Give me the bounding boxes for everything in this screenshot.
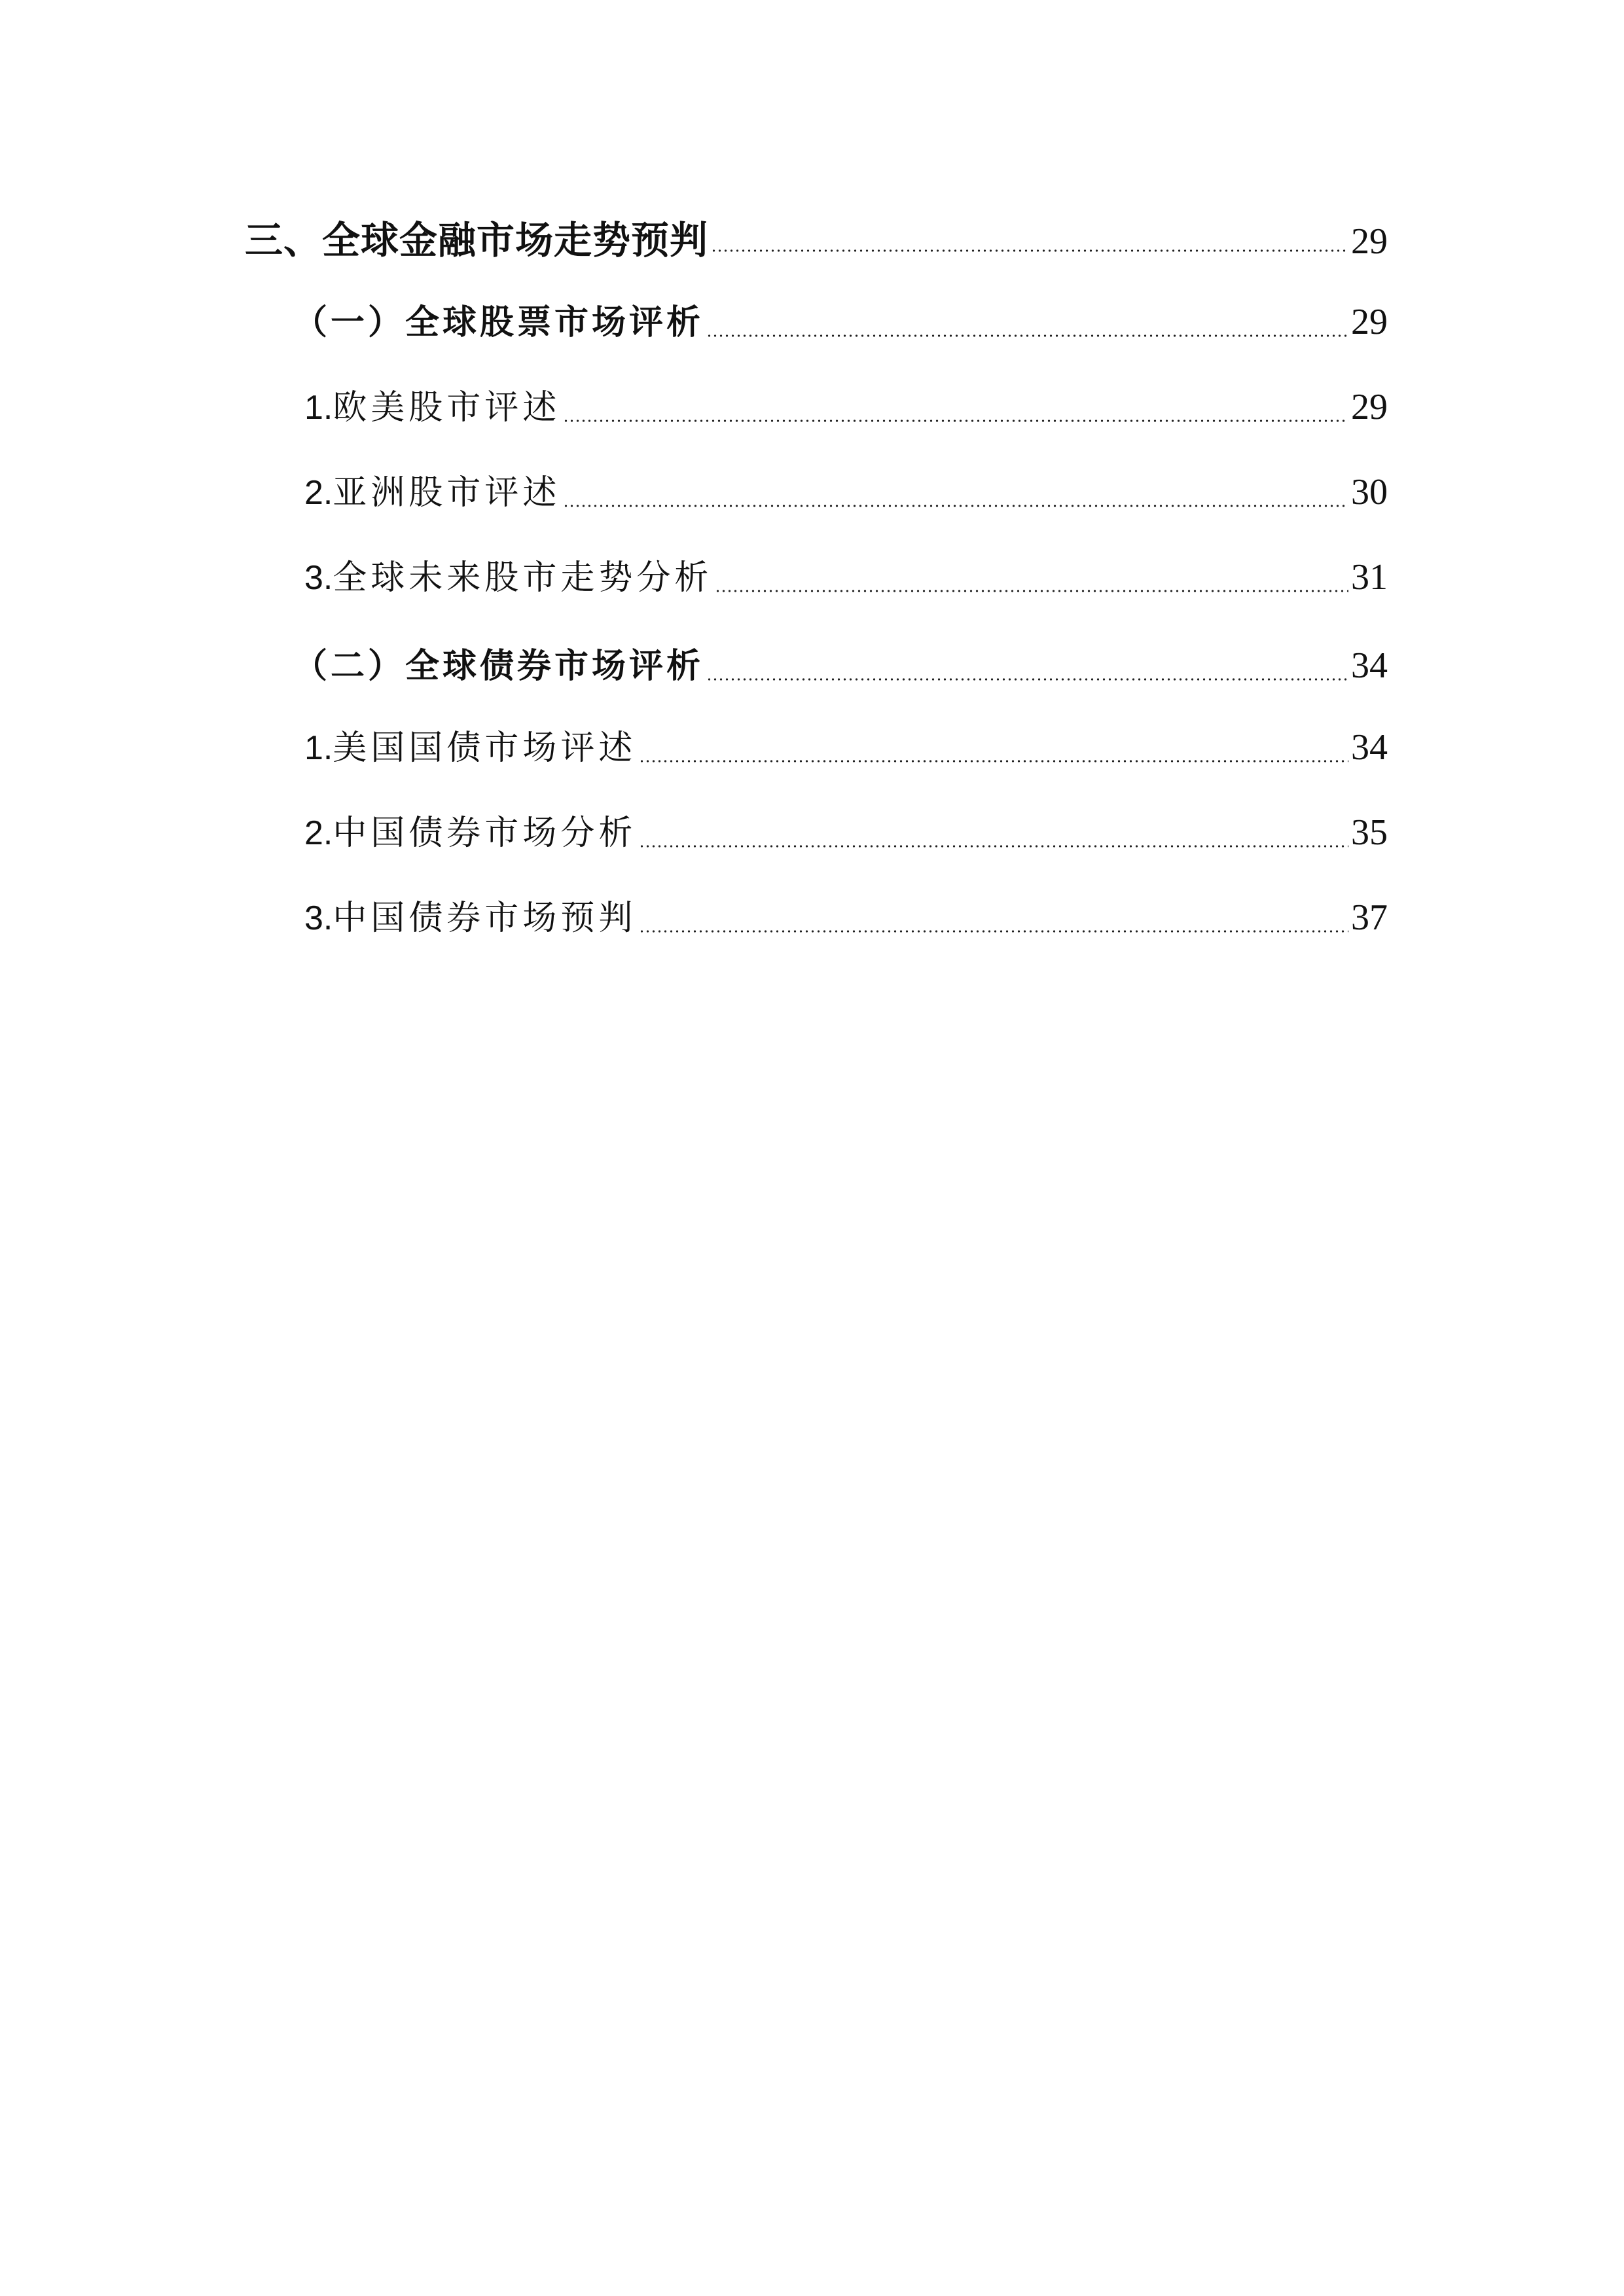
toc-entry-label: （一）全球股票市场评析 (293, 302, 704, 342)
toc-page-number: 29 (1351, 221, 1388, 262)
toc-item-number: 1. (304, 389, 333, 427)
toc-entry-item[interactable] (304, 550, 1388, 602)
toc-entry-label (304, 720, 636, 769)
dot-leader (639, 929, 1348, 933)
toc-entry-item[interactable] (304, 465, 1388, 517)
toc-item-number: 2. (304, 814, 333, 852)
toc-entry-item[interactable] (304, 805, 1388, 857)
toc-entry-label: 三、全球金融市场走势预判 (245, 218, 709, 262)
toc-page-number: 29 (1351, 387, 1388, 427)
dot-leader (563, 419, 1348, 423)
toc-entry-item[interactable] (304, 720, 1388, 772)
toc-entry-item[interactable] (304, 890, 1388, 942)
dot-leader (639, 844, 1348, 848)
toc-entry-item[interactable] (304, 380, 1388, 432)
toc-entry-section-3[interactable] (245, 209, 1388, 262)
toc-entry-label (304, 805, 636, 854)
toc-item-title: 中国债券市场预判 (333, 899, 637, 938)
toc-item-title: 亚洲股市评述 (333, 473, 561, 512)
toc-item-number: 2. (304, 474, 333, 512)
toc-entry-label (304, 465, 560, 514)
dot-leader (715, 589, 1348, 593)
toc-entry-label (304, 380, 560, 429)
toc-entry-label (304, 890, 636, 939)
toc-item-number: 1. (304, 729, 333, 767)
toc-item-title: 美国国债市场评述 (333, 728, 637, 768)
toc-entry-subsection-1[interactable] (293, 295, 1388, 347)
toc-entry-label (304, 550, 712, 599)
dot-leader (706, 334, 1348, 338)
toc-entry-subsection-2[interactable] (293, 638, 1388, 691)
dot-leader (563, 504, 1348, 508)
toc-page-number: 34 (1351, 645, 1388, 686)
toc-item-number: 3. (304, 559, 333, 597)
toc-page-number: 31 (1351, 557, 1388, 598)
toc-page-number: 34 (1351, 727, 1388, 768)
dot-leader (706, 677, 1348, 681)
toc-page-number: 30 (1351, 472, 1388, 512)
toc-item-number: 3. (304, 899, 333, 937)
toc-item-title: 欧美股市评述 (333, 388, 561, 427)
dot-leader (711, 249, 1348, 253)
dot-leader (639, 759, 1348, 763)
toc-page-number: 37 (1351, 897, 1388, 938)
toc-entry-label: （二）全球债券市场评析 (293, 646, 704, 686)
toc-page-number: 35 (1351, 812, 1388, 853)
toc-item-title: 全球未来股市走势分析 (333, 558, 713, 598)
toc-page-number: 29 (1351, 302, 1388, 342)
toc-item-title: 中国债券市场分析 (333, 814, 637, 853)
